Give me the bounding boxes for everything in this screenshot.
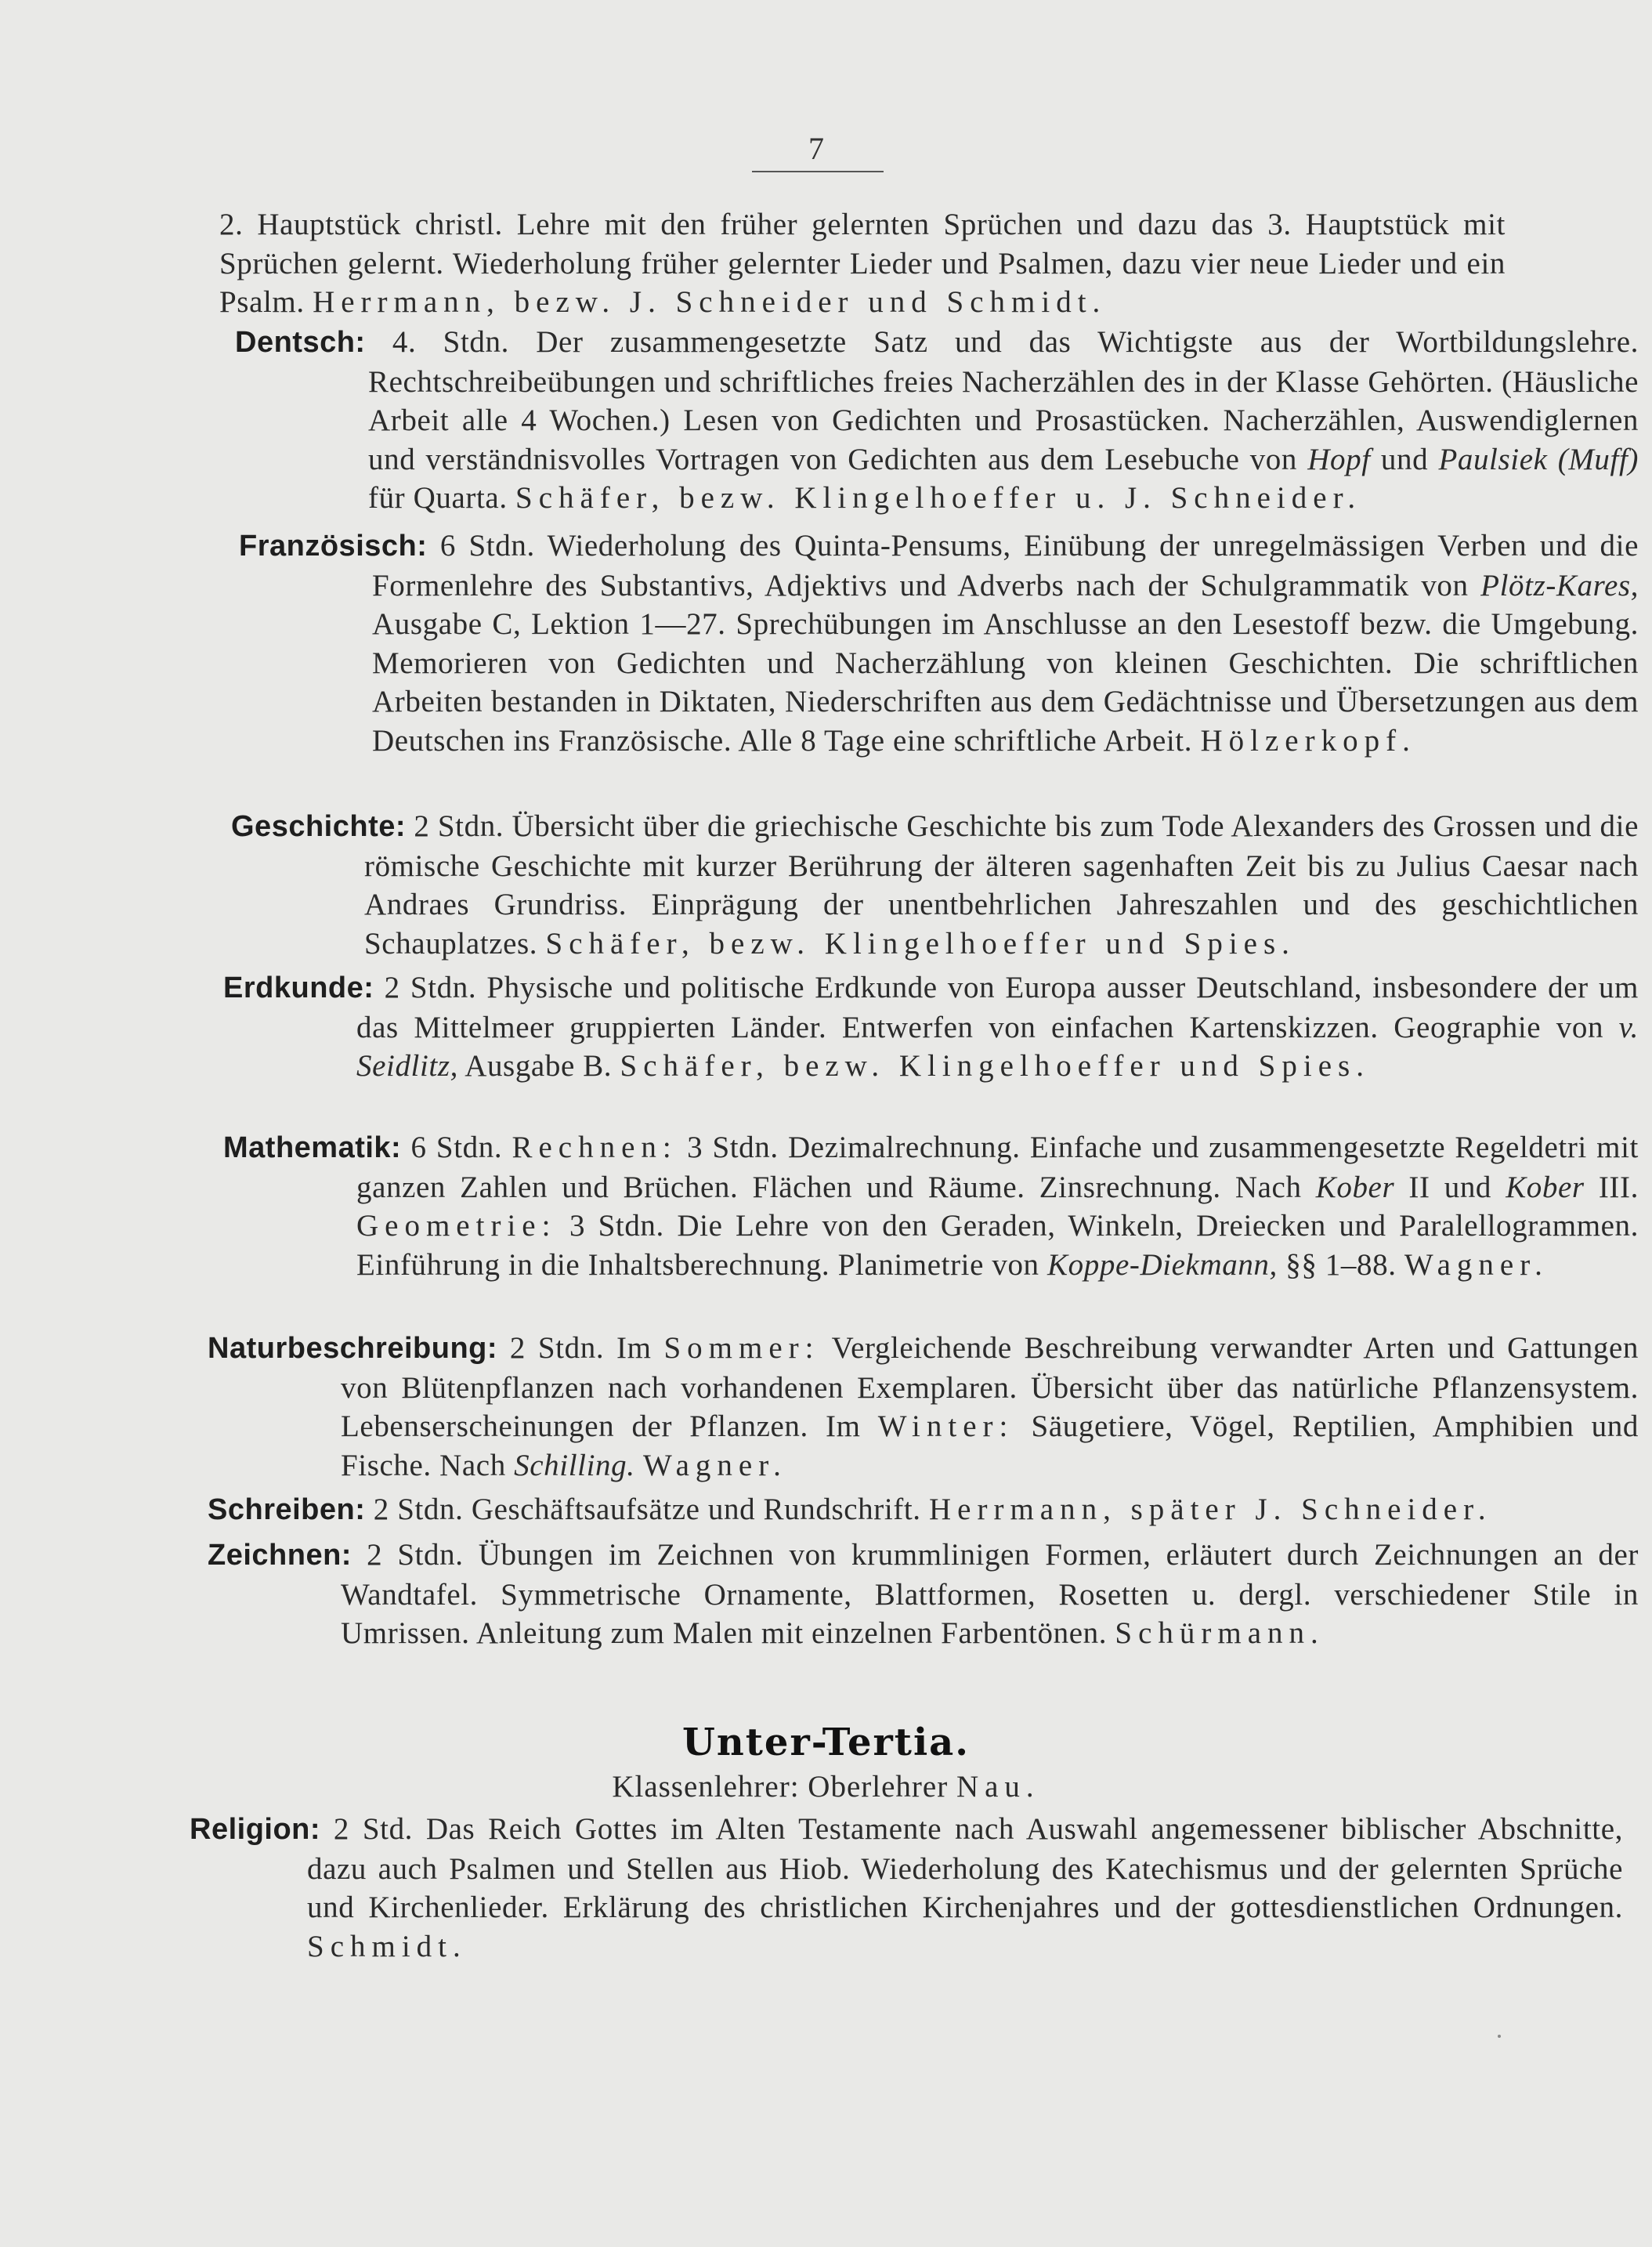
subject-religion xyxy=(190,1810,1623,1966)
subject-label: Naturbeschreibung: xyxy=(208,1332,498,1365)
book-title: Kober xyxy=(1506,1170,1585,1204)
teacher-names: Schmidt. xyxy=(307,1929,467,1963)
subject-text: 6 Stdn. Wiederholung des Quinta-Pensums, Einübung der unregelmässigen Verben und die Formenlehre des Substantivs, Adjektivs und Adverbs nach der Schulgrammatik von xyxy=(372,529,1639,602)
subject-text: 6 Stdn. xyxy=(410,1131,503,1164)
teacher-names: Wagner. xyxy=(1404,1247,1549,1282)
teacher-names: Schäfer, bezw. Klingelhoeffer und Spies. xyxy=(620,1049,1370,1083)
book-title: Koppe-Diekmann, xyxy=(1047,1247,1278,1282)
book-title: Plötz-Kares, xyxy=(1480,568,1639,602)
subject-text: Vergleichende Beschreibung verwandter Arten und Gattungen von Blütenpflanzen nach vorhandenen Exemplaren. Übersicht über das natürliche Pflanzensystem. Lebenserscheinungen der Pflanzen. Im xyxy=(341,1331,1639,1443)
page-number-rule xyxy=(752,171,884,172)
page-number: 7 xyxy=(808,131,824,166)
subject-text: Säugetiere, Vögel, Reptilien, Amphibien und Fische. Nach xyxy=(341,1409,1639,1482)
subject-text: Ausgabe C, Lektion 1—27. Sprechübungen im Anschlusse an den Lesestoff bezw. die Umgebung. Memorieren von Gedichten und Nacherzählung von kleinen Geschichten. Die schriftlichen Arbeiten bestanden in Diktaten, Niederschriften aus dem Gedächtnisse und Übersetzungen aus dem Deutschen ins Französische. Alle 8 Tage eine schriftliche Arbeit. xyxy=(372,607,1639,758)
subsection-label: Sommer: xyxy=(663,1331,820,1365)
class-teacher-label: Klassenlehrer: Oberlehrer xyxy=(612,1770,949,1804)
paper-speck xyxy=(1498,2035,1501,2038)
subject-label: Religion: xyxy=(190,1813,321,1846)
subject-geschichte xyxy=(231,807,1639,963)
intro-teachers: Herrmann, bezw. J. Schneider und Schmidt. xyxy=(313,285,1107,319)
teacher-names: Wagner. xyxy=(642,1448,787,1482)
subject-text: II und xyxy=(1408,1170,1492,1204)
subject-label: Dentsch: xyxy=(235,326,366,359)
subject-naturbeschreibung xyxy=(208,1329,1639,1485)
book-title: Paulsiek (Muff) xyxy=(1438,442,1639,476)
teacher-names: Schürmann. xyxy=(1115,1616,1325,1650)
subject-text: Ausgabe B. xyxy=(465,1049,613,1083)
subject-text: 2 Stdn. Im xyxy=(509,1331,652,1365)
class-teacher-line xyxy=(0,1769,1652,1804)
subject-text: 2 Std. Das Reich Gottes im Alten Testamente nach Auswahl angemessener biblischer Abschnitte, dazu auch Psalmen und Stellen aus Hiob. Wiederholung des Katechismus und der gelernten Sprüche und Kirchenlieder. Erklärung des christlichen Kirchenjahres und der gottesdienstlichen Ordnungen. xyxy=(307,1812,1623,1924)
subject-text: 2 Stdn. Geschäftsaufsätze und Rundschrift. xyxy=(373,1493,921,1526)
subject-text: 4. Stdn. Der zusammengesetzte Satz und das Wichtigste aus der Wortbildungslehre. Rechtschreibeübungen und schriftliches freies Nacherzählen des in der Klasse Gehörten. (Häusliche Arbeit alle 4 Wochen.) Lesen von Gedichten und Prosastücken. Nacherzählen, Auswendiglernen und verständnisvolles Vortragen von Gedichten aus dem Lesebuche von xyxy=(368,325,1639,476)
subsection-label: Rechnen: xyxy=(512,1131,678,1164)
teacher-names: Hölzerkopf. xyxy=(1200,723,1416,758)
subject-label: Geschichte: xyxy=(231,810,407,843)
section-title: Unter-Tertia. xyxy=(682,1721,970,1764)
subject-mathematik xyxy=(223,1128,1639,1284)
subject-text: 3 Stdn. Die Lehre von den Geraden, Winkeln, Dreiecken und Paralellogrammen. Einführung in die Inhaltsberechnung. Planimetrie von xyxy=(356,1209,1639,1282)
subject-deutsch xyxy=(235,323,1639,518)
subsection-label: Geometrie: xyxy=(356,1209,557,1243)
subject-text: 2 Stdn. Physische und politische Erdkunde von Europa ausser Deutschland, insbesondere der um das Mittelmeer gruppierten Länder. Entwerfen von einfachen Kartenskizzen. Geographie von xyxy=(356,971,1639,1044)
teacher-names: Schäfer, bezw. Klingelhoeffer und Spies. xyxy=(545,926,1296,961)
teacher-names: Herrmann, später J. Schneider. xyxy=(929,1493,1492,1526)
subject-text: und xyxy=(1380,442,1429,476)
book-title: Kober xyxy=(1315,1170,1395,1204)
subject-erdkunde xyxy=(223,968,1639,1086)
subject-zeichnen xyxy=(208,1536,1639,1653)
subject-text: §§ 1–88. xyxy=(1285,1247,1397,1282)
class-teacher-name: Nau. xyxy=(956,1770,1040,1804)
subsection-label: Winter: xyxy=(877,1409,1014,1443)
subject-schreiben xyxy=(208,1490,1639,1530)
subject-label: Erdkunde: xyxy=(223,972,374,1004)
book-title: v. Seidlitz, xyxy=(356,1010,1639,1083)
subject-franzoesisch xyxy=(239,526,1639,760)
subject-text: 2 Stdn. Übersicht über die griechische Geschichte bis zum Tode Alexanders des Grossen und die römische Geschichte mit kurzer Berührung der älteren sagenhaften Zeit bis zu Julius Caesar nach Andraes Grundriss. Einprägung der unentbehrlichen Jahreszahlen und des geschichtlichen Schauplatzes. xyxy=(364,809,1639,961)
teacher-names: Schäfer, bezw. Klingelhoeffer u. J. Schneider. xyxy=(515,481,1362,515)
subject-text: für Quarta. xyxy=(368,481,508,515)
book-title: Schilling. xyxy=(514,1448,635,1482)
subject-label: Zeichnen: xyxy=(208,1539,352,1572)
intro-text: 2. Hauptstück christl. Lehre mit den früher gelernten Sprüchen und dazu das 3. Hauptstück mit Sprüchen gelernt. Wiederholung früher gelernter Lieder und Psalmen, dazu vier neue Lieder und ein Psalm. xyxy=(219,208,1506,319)
book-title: Hopf xyxy=(1307,442,1371,476)
subject-text: 2 Stdn. Übungen im Zeichnen von krummlinigen Formen, erläutert durch Zeichnungen an der Wandtafel. Symmetrische Ornamente, Blattformen, Rosetten u. dergl. verschiedener Stile in Umrissen. Anleitung zum Malen mit einzelnen Farbentönen. xyxy=(341,1538,1639,1650)
subject-label: Schreiben: xyxy=(208,1493,366,1526)
subject-label: Mathematik: xyxy=(223,1131,402,1164)
subject-label: Französisch: xyxy=(239,530,428,563)
subject-text: 3 Stdn. Dezimalrechnung. Einfache und zusammengesetzte Regeldetri mit ganzen Zahlen und Brüchen. Flächen und Räume. Zinsrechnung. Nach xyxy=(356,1131,1639,1204)
religion-continuation xyxy=(219,205,1506,322)
subject-text: III. xyxy=(1598,1170,1639,1204)
